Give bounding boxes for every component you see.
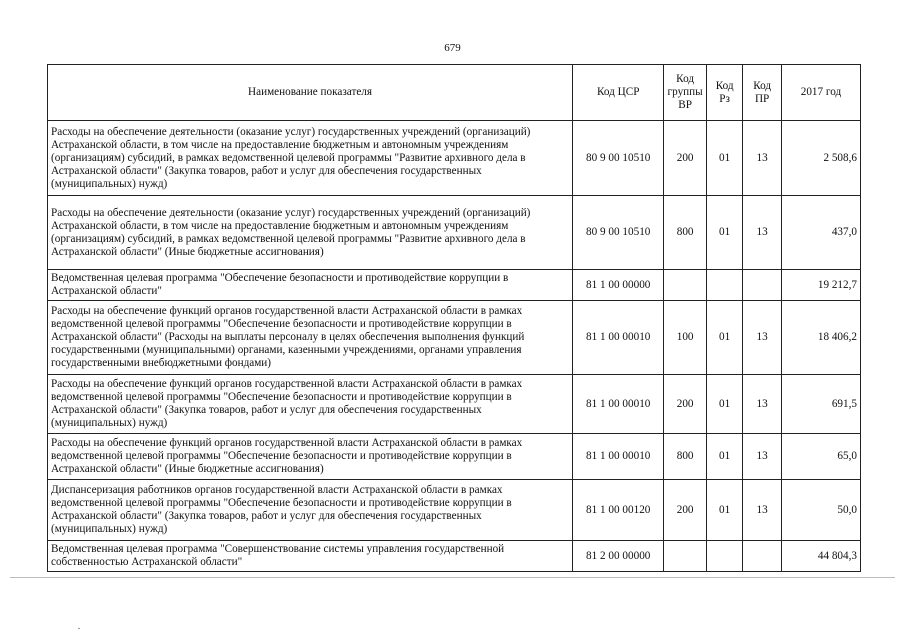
row-csr: 81 1 00 00010 [573, 375, 664, 434]
row-rz [706, 270, 742, 301]
budget-table [47, 64, 861, 572]
row-vr: 200 [664, 375, 707, 434]
row-csr: 81 2 00 00000 [573, 541, 664, 572]
header-name: Наименование показателя [48, 65, 573, 121]
row-name: Диспансеризация работников органов государственной власти Астраханской области в рамках ведомственной целевой программы "Обеспечение безопасности и противодействие коррупции в Астраханской области" (Закупка товаров, работ и услуг для обеспечения государственных (муниципальных) нужд) [48, 480, 573, 541]
header-pr: Код ПР [743, 65, 782, 121]
header-year: 2017 год [781, 65, 860, 121]
row-name: Ведомственная целевая программа "Обеспечение безопасности и противодействие коррупции в Астраханской области" [48, 270, 573, 301]
row-csr: 81 1 00 00010 [573, 434, 664, 480]
row-rz: 01 [706, 121, 742, 196]
row-vr: 200 [664, 480, 707, 541]
page-bottom-rule [10, 577, 895, 578]
row-vr [664, 541, 707, 572]
row-amount: 44 804,3 [781, 541, 860, 572]
row-amount: 65,0 [781, 434, 860, 480]
scan-speck [78, 628, 80, 629]
row-pr: 13 [743, 196, 782, 270]
table-row [48, 196, 861, 270]
table-row [48, 121, 861, 196]
table-row [48, 480, 861, 541]
row-amount: 18 406,2 [781, 301, 860, 375]
row-pr: 13 [743, 434, 782, 480]
row-pr [743, 270, 782, 301]
row-csr: 80 9 00 10510 [573, 121, 664, 196]
row-amount: 2 508,6 [781, 121, 860, 196]
table-row [48, 541, 861, 572]
table-row [48, 270, 861, 301]
row-amount: 691,5 [781, 375, 860, 434]
row-rz: 01 [706, 301, 742, 375]
table-header-row [48, 65, 861, 121]
row-name: Расходы на обеспечение деятельности (оказание услуг) государственных учреждений (организаций) Астраханской области, в том числе на предоставление бюджетным и автономным учреждениям (организациям) субсидий, в рамках ведомственной целевой программы "Развитие архивного дела в Астраханской области" (Закупка товаров, работ и услуг для обеспечения государственных (муниципальных) нужд) [48, 121, 573, 196]
row-rz: 01 [706, 480, 742, 541]
row-name: Расходы на обеспечение функций органов государственной власти Астраханской области в рамках ведомственной целевой программы "Обеспечение безопасности и противодействие коррупции в Астраханской области" (Расходы на выплаты персоналу в целях обеспечения выполнения функций государственными (муниципальными) органами, казенными учреждениями, органами управления государственными внебюджетными фондами) [48, 301, 573, 375]
row-vr: 800 [664, 196, 707, 270]
row-amount: 437,0 [781, 196, 860, 270]
header-rz: Код Рз [706, 65, 742, 121]
row-vr: 200 [664, 121, 707, 196]
row-name: Расходы на обеспечение деятельности (оказание услуг) государственных учреждений (организаций) Астраханской области, в том числе на предоставление бюджетным и автономным учреждениям (организациям) субсидий, в рамках ведомственной целевой программы "Развитие архивного дела в Астраханской области" (Иные бюджетные ассигнования) [48, 196, 573, 270]
row-rz [706, 541, 742, 572]
row-pr: 13 [743, 375, 782, 434]
row-vr: 100 [664, 301, 707, 375]
row-rz: 01 [706, 434, 742, 480]
row-csr: 81 1 00 00000 [573, 270, 664, 301]
row-vr [664, 270, 707, 301]
table-row [48, 434, 861, 480]
row-csr: 80 9 00 10510 [573, 196, 664, 270]
row-pr: 13 [743, 121, 782, 196]
row-csr: 81 1 00 00120 [573, 480, 664, 541]
row-pr: 13 [743, 480, 782, 541]
row-vr: 800 [664, 434, 707, 480]
row-csr: 81 1 00 00010 [573, 301, 664, 375]
table-row [48, 301, 861, 375]
row-amount: 50,0 [781, 480, 860, 541]
row-name: Расходы на обеспечение функций органов государственной власти Астраханской области в рамках ведомственной целевой программы "Обеспечение безопасности и противодействие коррупции в Астраханской области" (Иные бюджетные ассигнования) [48, 434, 573, 480]
row-pr [743, 541, 782, 572]
header-csr: Код ЦСР [573, 65, 664, 121]
table-row [48, 375, 861, 434]
page-number: 679 [444, 42, 461, 54]
row-name: Расходы на обеспечение функций органов государственной власти Астраханской области в рамках ведомственной целевой программы "Обеспечение безопасности и противодействие коррупции в Астраханской области" (Закупка товаров, работ и услуг для обеспечения государственных (муниципальных) нужд) [48, 375, 573, 434]
row-pr: 13 [743, 301, 782, 375]
row-rz: 01 [706, 196, 742, 270]
row-amount: 19 212,7 [781, 270, 860, 301]
header-vr: Код группы ВР [664, 65, 707, 121]
row-rz: 01 [706, 375, 742, 434]
row-name: Ведомственная целевая программа "Совершенствование системы управления государственной собственностью Астраханской области" [48, 541, 573, 572]
